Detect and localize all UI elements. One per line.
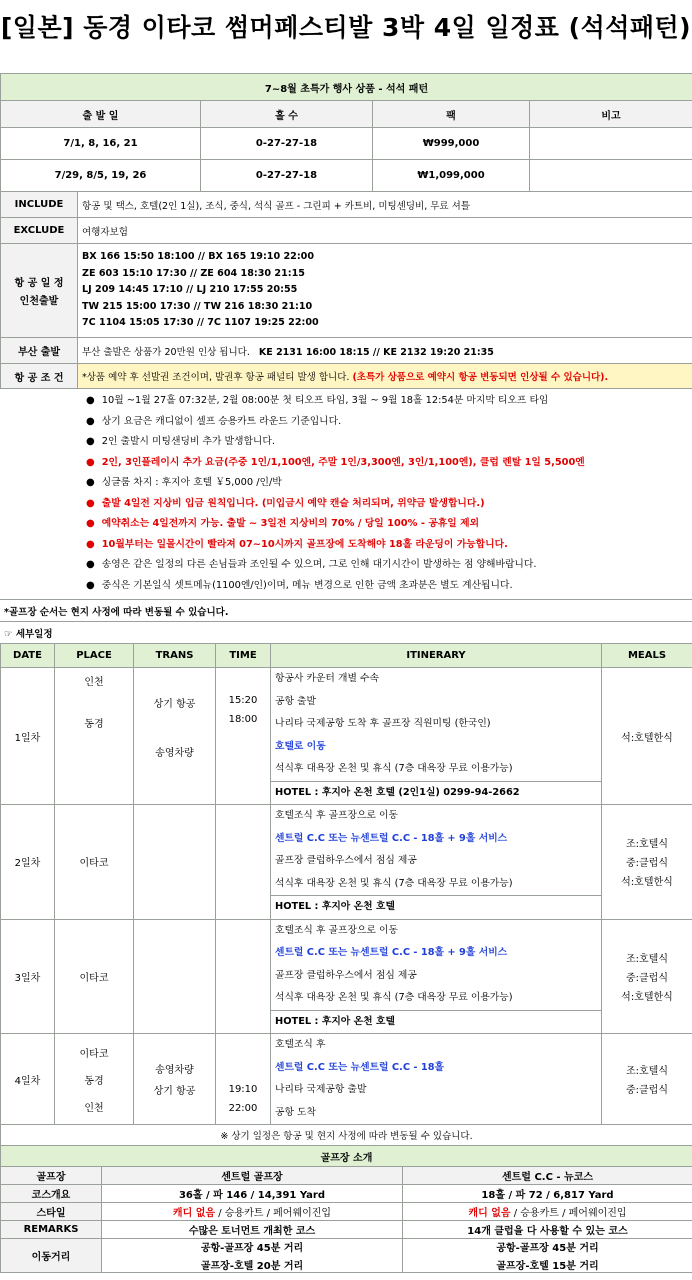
golf-order-note: *골프장 순서는 현지 사정에 따라 변동될 수 있습니다.	[0, 600, 692, 622]
meal: 중:클럽식	[625, 1085, 668, 1096]
day-label: 4일차	[1, 1034, 55, 1125]
day-itinerary	[271, 805, 602, 920]
price-row	[1, 128, 692, 160]
meal: 석:호텔한식	[621, 877, 673, 889]
day-trans	[134, 1034, 216, 1125]
style-text: / 승용카트 / 페어웨이진입	[215, 1208, 332, 1219]
day-trans	[134, 919, 216, 1034]
course-overview: 18홀 / 파 72 / 6,817 Yard	[403, 1185, 692, 1203]
col-trans: TRANS	[134, 644, 216, 668]
distance-hotel: 골프장-호텔 20분 거리	[200, 1261, 304, 1272]
day-meals	[602, 668, 692, 805]
note-item: ● 싱글룸 차지 : 후지아 호텔 ￥5,000 /인/박	[86, 473, 688, 494]
itinerary-item: 공항 출발	[275, 695, 316, 707]
flight-line: TW 215 15:00 17:30 // TW 216 18:30 21:10	[82, 300, 313, 312]
price: ₩999,000	[373, 128, 530, 160]
conditions-warning: (초특가 상품으로 예약시 항공 변동되면 인상될 수 있습니다).	[352, 372, 609, 383]
day-meals	[602, 1034, 692, 1125]
note-item: ● 중식은 기본일식 셋트메뉴(1100엔/인)이며, 메뉴 변경으로 인한 금액 초과분은 별도 계산됩니다.	[86, 576, 688, 597]
col-date: DATE	[1, 644, 55, 668]
meal: 석:호텔한식	[621, 732, 673, 744]
distance-hotel: 골프장-호텔 15분 거리	[496, 1261, 599, 1272]
course-name: 센트럴 C.C - 뉴코스	[403, 1167, 692, 1185]
no-caddie: 캐디 없음	[172, 1208, 216, 1219]
course-remarks: 14개 클럽을 다 사용할 수 있는 코스	[403, 1221, 692, 1239]
course-overview: 36홀 / 파 146 / 14,391 Yard	[102, 1185, 403, 1203]
note	[530, 160, 692, 192]
flight-line: 7C 1104 15:05 17:30 // 7C 1107 19:25 22:00	[82, 317, 319, 329]
itinerary-item: 골프장 클럽하우스에서 점심 제공	[275, 855, 417, 866]
col-departure: 출 발 일	[1, 101, 201, 128]
row-label: REMARKS	[1, 1221, 102, 1239]
flights-label-line2: 인천출발	[19, 296, 59, 307]
day-places	[55, 668, 134, 805]
notes-list	[4, 391, 688, 596]
hotel-info: HOTEL : 후지아 온천 호텔 (2인1실) 0299-94-2662	[271, 781, 601, 805]
meal: 조:호텔식	[625, 1066, 668, 1077]
col-note: 비고	[530, 101, 692, 128]
note-item: ● 출발 4일전 지상비 입금 원칙입니다. (미입금시 예약 캔슬 처리되며, 위약금 발생합니다.)	[86, 494, 688, 515]
itinerary-item: 호텔로 이동	[275, 740, 326, 752]
row-label: 이동거리	[1, 1239, 102, 1273]
include-text: 항공 및 택스, 호텔(2인 1실), 조식, 중식, 석식 골프 - 그린피 + 카트비, 미팅센딩비, 무료 셔틀	[78, 192, 692, 218]
hotel-info: HOTEL : 후지아 온천 호텔	[271, 895, 601, 919]
place: 이타코	[79, 1048, 109, 1060]
info-table	[0, 191, 692, 389]
place: 동경	[84, 1075, 104, 1087]
departure-date: 7/1, 8, 16, 21	[1, 128, 201, 160]
exclude-label: EXCLUDE	[1, 218, 78, 244]
itinerary-item: 센트럴 C.C 또는 뉴센트럴 C.C - 18홀 + 9홀 서비스	[275, 947, 508, 958]
meal: 석:호텔한식	[621, 991, 673, 1003]
note-item: ● 2인 출발시 미팅샌딩비 추가 발생합니다.	[86, 432, 688, 453]
schedule-label: ☞ 세부일정	[0, 622, 692, 644]
price-row	[1, 160, 692, 192]
busan-text: 부산 출발은 상품가 20만원 인상 됩니다.	[82, 346, 250, 358]
note-item: ● 예약취소는 4일전까지 가능. 출발 ~ 3일전 지상비의 70% / 당일 100% - 공휴일 제외	[86, 514, 688, 535]
include-label: INCLUDE	[1, 192, 78, 218]
itinerary-item: 석식후 대욕장 온천 및 휴식 (7층 대욕장 무료 이용가능)	[275, 992, 513, 1003]
schedule-row-day1	[1, 668, 692, 805]
itinerary-item: 호텔조식 후 골프장으로 이동	[275, 924, 398, 936]
trans: 상기 항공	[153, 699, 196, 710]
course-distance	[403, 1239, 692, 1273]
col-place: PLACE	[55, 644, 134, 668]
day-itinerary	[271, 1034, 602, 1125]
itinerary-item: 석식후 대욕장 온천 및 휴식 (7층 대욕장 무료 이용가능)	[275, 763, 513, 774]
col-meals: MEALS	[602, 644, 692, 668]
flight-line: BX 166 15:50 18:100 // BX 165 19:10 22:00	[82, 251, 315, 263]
course-style	[403, 1203, 692, 1221]
conditions-info	[78, 364, 692, 389]
day-meals	[602, 805, 692, 920]
itinerary-item: 나리타 국제공항 도착 후 골프장 직원미팅 (한국인)	[275, 718, 491, 729]
place: 인천	[84, 1102, 104, 1114]
day-times	[216, 919, 271, 1034]
col-holes: 홀 수	[201, 101, 373, 128]
course-distance	[102, 1239, 403, 1273]
trans: 송영차량	[155, 748, 194, 759]
time: 18:00	[228, 714, 258, 725]
schedule-row-day2	[1, 805, 692, 920]
itinerary-item: 호텔조식 후	[275, 1039, 326, 1050]
itinerary-item: 골프장 클럽하우스에서 점심 제공	[275, 969, 417, 981]
exclude-text: 여행자보험	[78, 218, 692, 244]
place: 이타코	[55, 805, 134, 920]
flights-label-line1: 항 공 일 정	[14, 278, 64, 289]
day-trans	[134, 805, 216, 920]
note-item: ● 송영은 같은 일정의 다른 손님들과 조인될 수 있으며, 그로 인해 대기시간이 발생하는 점 양해바랍니다.	[86, 555, 688, 576]
day-trans	[134, 668, 216, 805]
time: 15:20	[228, 695, 258, 706]
note	[530, 128, 692, 160]
itinerary-item: 공항 도착	[275, 1106, 316, 1118]
day-label: 3일차	[1, 919, 55, 1034]
page-title: [일본] 동경 이타코 썸머페스티발 3박 4일 일정표 (석석패턴)	[0, 13, 692, 42]
place: 동경	[84, 719, 104, 730]
style-text: / 승용카트 / 페어웨이진입	[510, 1208, 627, 1219]
itinerary-item: 센트럴 C.C 또는 뉴센트럴 C.C - 18홀 + 9홀 서비스	[275, 832, 508, 844]
conditions-text: *상품 예약 후 선발권 조건이며, 발권후 항공 패널티 발생 합니다.	[82, 372, 350, 383]
no-caddie: 캐디 없음	[468, 1208, 511, 1219]
day-itinerary	[271, 919, 602, 1034]
flights-label	[1, 244, 78, 338]
day-times	[216, 668, 271, 805]
meal: 조:호텔식	[625, 953, 668, 965]
schedule-row-day3	[1, 919, 692, 1034]
day-times	[216, 805, 271, 920]
day-itinerary	[271, 668, 602, 805]
note-item: ● 2인, 3인플레이시 추가 요금(주중 1인/1,100엔, 주말 1인/3,300엔, 3인/1,100엔), 클럽 렌탈 1일 5,500엔	[86, 453, 688, 474]
day-places	[55, 1034, 134, 1125]
notes-table	[0, 388, 692, 644]
holes: 0-27-27-18	[201, 128, 373, 160]
product-header: 7~8월 초특가 행사 상품 - 석석 패턴	[1, 74, 692, 101]
itinerary-item: 석식후 대욕장 온천 및 휴식 (7층 대욕장 무료 이용가능)	[275, 877, 513, 889]
pricing-table	[0, 73, 692, 192]
busan-label: 부산 출발	[1, 338, 78, 364]
place: 이타코	[55, 919, 134, 1034]
time: 22:00	[228, 1103, 258, 1114]
note-item: ● 상기 요금은 캐디없이 셀프 승용카트 라운드 기준입니다.	[86, 412, 688, 433]
col-time: TIME	[216, 644, 271, 668]
conditions-label: 항 공 조 건	[1, 364, 78, 389]
meal: 중:클럽식	[625, 858, 668, 870]
departure-date: 7/29, 8/5, 19, 26	[1, 160, 201, 192]
time: 19:10	[228, 1084, 258, 1095]
itinerary-item: 항공사 카운터 개별 수속	[275, 673, 379, 684]
busan-flights: KE 2131 16:00 18:15 // KE 2132 19:20 21:35	[258, 346, 494, 358]
day-meals	[602, 919, 692, 1034]
course-name: 센트럴 골프장	[102, 1167, 403, 1185]
schedule-row-day4	[1, 1034, 692, 1125]
itinerary-item: 나리타 국제공항 출발	[275, 1084, 367, 1095]
course-style	[102, 1203, 403, 1221]
distance-airport: 공항-골프장 45분 거리	[496, 1243, 599, 1254]
flight-line: ZE 603 15:10 17:30 // ZE 604 18:30 21:15	[82, 267, 305, 279]
meal: 조:호텔식	[625, 839, 668, 851]
itinerary-item: 호텔조식 후 골프장으로 이동	[275, 810, 398, 821]
trans: 상기 항공	[153, 1086, 196, 1097]
busan-info	[78, 338, 692, 364]
distance-airport: 공항-골프장 45분 거리	[200, 1243, 304, 1254]
price: ₩1,099,000	[373, 160, 530, 192]
holes: 0-27-27-18	[201, 160, 373, 192]
row-label: 스타일	[1, 1203, 102, 1221]
col-itinerary: ITINERARY	[271, 644, 602, 668]
note-item: ● 10월 ~1월 27홀 07:32분, 2월 08:00분 첫 티오프 타임, 3월 ~ 9월 18홀 12:54분 마지막 티오프 타임	[86, 391, 688, 412]
row-label: 코스개요	[1, 1185, 102, 1203]
golf-col-label: 골프장	[1, 1167, 102, 1185]
day-times	[216, 1034, 271, 1125]
note-item: ● 10월부터는 일몰시간이 빨라져 07~10시까지 골프장에 도착해야 18홀 라운딩이 가능합니다.	[86, 535, 688, 556]
meal: 중:클럽식	[625, 972, 668, 984]
flight-list	[78, 244, 692, 338]
golf-intro-header: 골프장 소개	[1, 1146, 692, 1167]
day-label: 1일차	[1, 668, 55, 805]
schedule-footnote: ※ 상기 일정은 항공 및 현지 사정에 따라 변동될 수 있습니다.	[1, 1125, 692, 1146]
day-label: 2일차	[1, 805, 55, 920]
hotel-info: HOTEL : 후지아 온천 호텔	[271, 1010, 601, 1034]
golf-intro-table	[0, 1145, 692, 1273]
place: 인천	[84, 677, 104, 688]
schedule-table	[0, 643, 692, 1146]
trans: 송영차량	[155, 1065, 194, 1076]
course-remarks: 수많은 토너먼트 개최한 코스	[102, 1221, 403, 1239]
col-price: 팩	[373, 101, 530, 128]
flight-line: LJ 209 14:45 17:10 // LJ 210 17:55 20:55	[82, 284, 298, 296]
itinerary-item: 센트럴 C.C 또는 뉴센트럴 C.C - 18홀	[275, 1061, 445, 1073]
